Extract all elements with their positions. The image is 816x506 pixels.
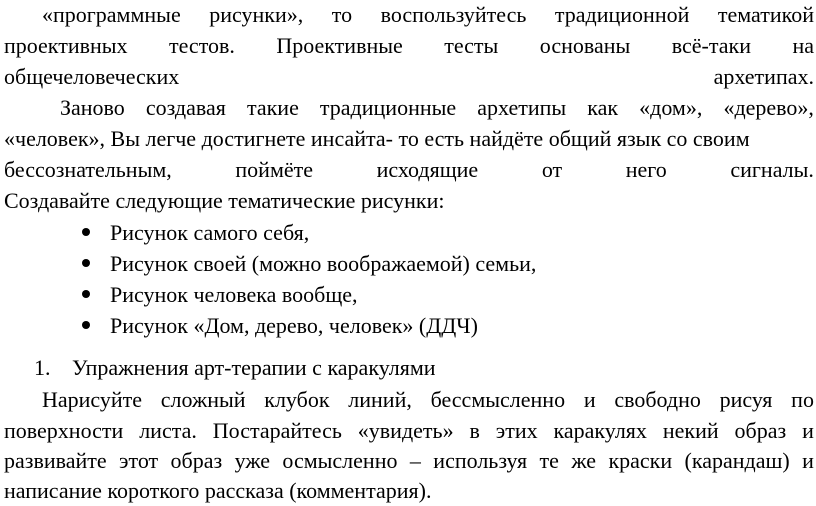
word: линий, <box>348 387 412 412</box>
paragraph-1-line-2 <box>4 31 814 61</box>
word: клубок <box>264 387 330 412</box>
word: развивайте <box>4 448 107 473</box>
paragraph-3-line-4: написание короткого рассказа (комментария). <box>4 478 432 503</box>
word: тесты <box>444 33 499 58</box>
paragraph-3-line-1 <box>4 385 814 415</box>
word: Проективные <box>276 33 403 58</box>
paragraph-3-line-3 <box>4 446 814 476</box>
word: образ <box>734 418 787 443</box>
list-item <box>82 249 536 279</box>
word: свободно <box>614 387 701 412</box>
word: используя <box>433 448 528 473</box>
paragraph-3-line-2 <box>4 416 814 446</box>
word: Постарайтесь <box>212 418 342 443</box>
word: общечеловеческих <box>4 64 180 89</box>
word: сигналы. <box>730 157 814 182</box>
word: уже <box>234 448 270 473</box>
word: создавая <box>145 95 226 120</box>
paragraph-2-line-1 <box>4 93 814 123</box>
numbered-marker: 1. <box>34 355 51 380</box>
word: него <box>625 157 667 182</box>
bullet-icon <box>82 259 90 267</box>
word: бессмысленно <box>430 387 566 412</box>
word: каракулях <box>553 418 647 443</box>
word: всё-таки <box>671 33 751 58</box>
word: традиционной <box>554 2 690 27</box>
word: проективных <box>4 33 128 58</box>
word: «программные <box>42 2 181 27</box>
bullet-icon <box>82 290 90 298</box>
word: «увидеть» <box>357 418 454 443</box>
word: традиционные <box>319 95 457 120</box>
paragraph-2-line-3 <box>4 155 814 185</box>
list-item <box>82 280 358 310</box>
word: на <box>792 33 814 58</box>
word: поверхности <box>4 418 124 443</box>
word: этот <box>119 448 159 473</box>
word: рисуя <box>719 387 773 412</box>
word: воспользуйтесь <box>380 2 527 27</box>
list-item-text: Рисунок самого себя, <box>110 220 310 245</box>
list-item <box>82 218 309 248</box>
word: некий <box>662 418 719 443</box>
word: исходящие <box>376 157 479 182</box>
word: Нарисуйте <box>42 387 143 412</box>
list-item-text: Рисунок своей (можно воображаемой) семьи, <box>110 251 537 276</box>
word: сложный <box>160 387 246 412</box>
paragraph-2-line-2: «человек», Вы легче достигнете инсайта- то есть найдёте общий язык со своим <box>4 126 750 151</box>
word: такие <box>246 95 299 120</box>
word: образ <box>170 448 223 473</box>
word: и <box>583 387 596 412</box>
numbered-heading <box>34 353 436 383</box>
word: тестов. <box>169 33 235 58</box>
word: рисунки», <box>209 2 304 27</box>
list-item <box>82 311 478 341</box>
bullet-icon <box>82 228 90 236</box>
word: Заново <box>60 95 125 120</box>
list-item-text: Рисунок «Дом, дерево, человек» (ДДЧ) <box>110 313 478 338</box>
word: те <box>539 448 559 473</box>
word: как <box>587 95 619 120</box>
word: (карандаш) <box>684 448 790 473</box>
word: и <box>802 418 814 443</box>
word: – <box>409 448 421 473</box>
word: листа. <box>139 418 197 443</box>
word: же <box>571 448 597 473</box>
word: краски <box>608 448 673 473</box>
bullet-icon <box>82 321 90 329</box>
word: основаны <box>539 33 631 58</box>
word: архетипы <box>477 95 567 120</box>
word: тематикой <box>717 2 814 27</box>
word: «дом», <box>639 95 703 120</box>
word: то <box>331 2 353 27</box>
word: осмысленно <box>282 448 398 473</box>
word: бессознательным, <box>4 157 172 182</box>
word: архетипах. <box>713 64 814 89</box>
paragraph-1-line-1 <box>4 0 814 30</box>
word: и <box>802 448 814 473</box>
numbered-title: Упражнения арт-терапии с каракулями <box>72 355 436 380</box>
paragraph-1-line-3 <box>4 62 814 92</box>
word: по <box>791 387 814 412</box>
word: «дерево», <box>723 95 814 120</box>
word: в <box>469 418 480 443</box>
word: этих <box>495 418 538 443</box>
word: поймёте <box>235 157 314 182</box>
word: от <box>541 157 563 182</box>
paragraph-2-line-4: Создавайте следующие тематические рисунки: <box>4 188 445 213</box>
list-item-text: Рисунок человека вообще, <box>110 282 358 307</box>
